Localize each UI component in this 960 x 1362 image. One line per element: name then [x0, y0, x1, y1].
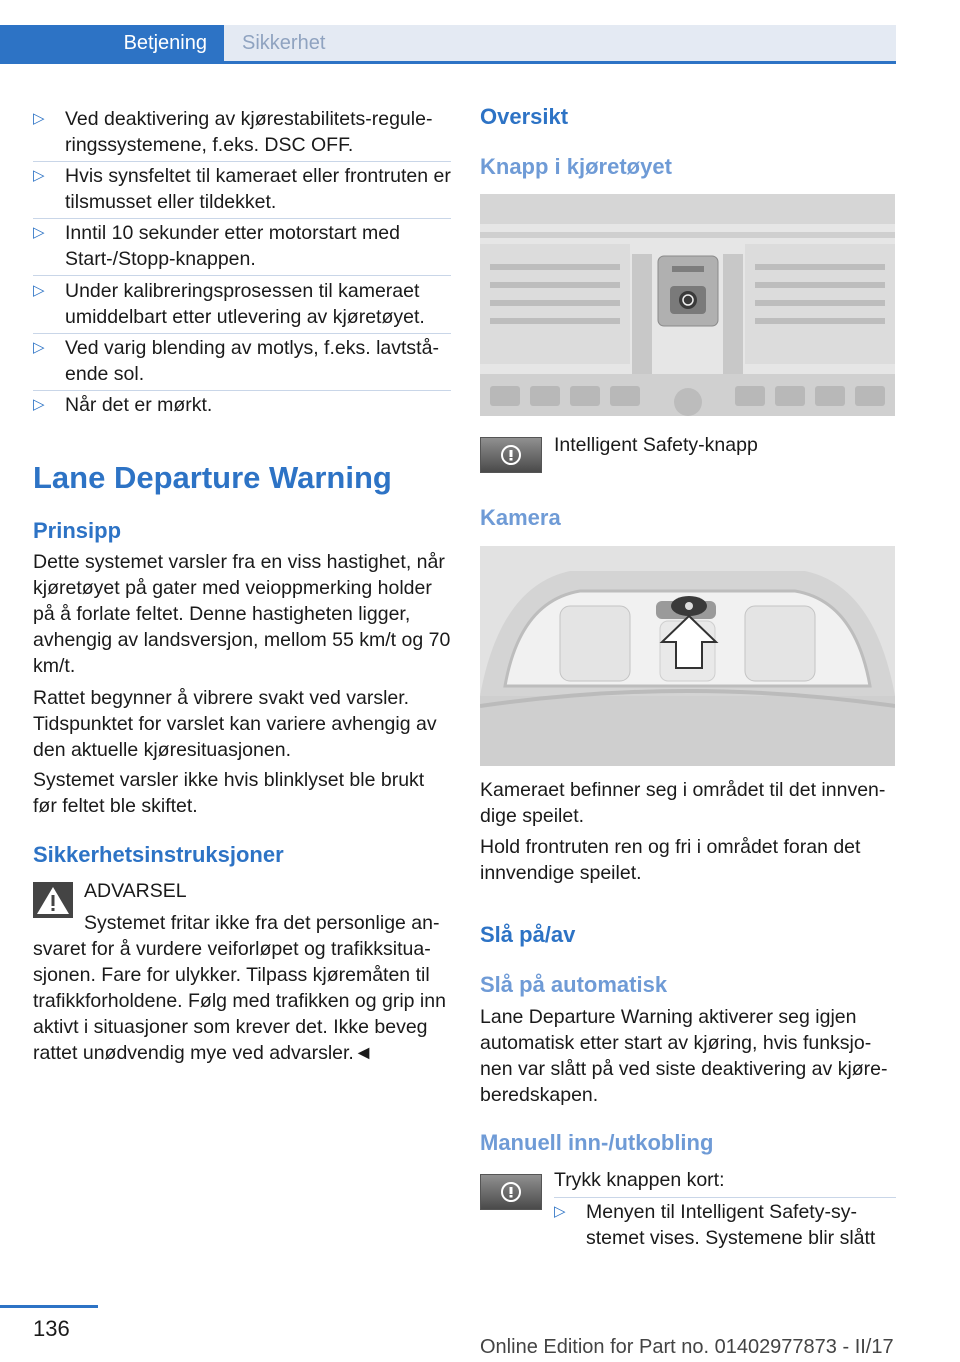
warning-text-first: Systemet fritar ikke fra det personlige an-: [84, 912, 440, 934]
page-number: 136: [33, 1316, 70, 1341]
list-item: ▷ Menyen til Intelligent Safety-systemet vises. Systemene blir slått: [554, 1201, 876, 1249]
manual-heading: Manuell inn-/utkobling: [480, 1130, 714, 1155]
footer-divider: [0, 1305, 98, 1308]
principle-paragraph-1: Dette systemet varsler fra en viss hastighet, når kjøretøyet på gater med veioppmerking holder på å forlate feltet. Denne hastigheten ligger, avhengig av landsversjon, mellom 55 km/t og 70 km/t.: [33, 551, 451, 677]
triangle-bullet-icon: ▷: [33, 339, 45, 356]
console-button-image: [480, 194, 895, 416]
triangle-bullet-icon: ▷: [33, 167, 45, 184]
triangle-bullet-icon: ▷: [554, 1203, 566, 1220]
camera-paragraph-2: Hold frontruten ren og fri i området foran det innvendige speilet.: [480, 836, 861, 884]
camera-location-image: [480, 546, 895, 766]
list-divider: [33, 218, 451, 219]
list-item: ▷ Inntil 10 sekunder etter motorstart med Start-/Stopp-knappen.: [33, 222, 400, 270]
warning-label: ADVARSEL: [84, 880, 187, 902]
safety-heading: Sikkerhetsinstruksjoner: [33, 842, 284, 867]
list-item: ▷ Under kalibreringsprosessen til kameraet umiddelbart etter utlevering av kjøretøyet.: [33, 280, 425, 328]
triangle-bullet-icon: ▷: [33, 224, 45, 241]
principle-paragraph-3: Systemet varsler ikke hvis blinklyset ble brukt før feltet ble skiftet.: [33, 769, 425, 817]
list-divider: [554, 1197, 896, 1198]
triangle-bullet-icon: ▷: [33, 396, 45, 413]
camera-heading: Kamera: [480, 505, 561, 530]
edition-text: Online Edition for Part no. 01402977873 - II/17: [480, 1336, 894, 1358]
intelligent-safety-button-icon: [480, 1174, 542, 1210]
list-divider: [33, 275, 451, 276]
list-divider: [33, 161, 451, 162]
warning-text: svaret for å vurdere veiforløpet og trafikksituasjonen. Fare for ulykker. Tilpass kjøremåten til trafikkforholdene. Følg med trafikken og grip inn aktivt i situasjoner som krever det. Ikke beveg rattet unødvendig mye ved advarsler.◄: [33, 938, 446, 1064]
list-item: ▷ Hvis synsfeltet til kameraet eller frontruten er tilsmusset eller tildekket.: [33, 165, 451, 213]
auto-heading: Slå på automatisk: [480, 972, 668, 997]
auto-paragraph: Lane Departure Warning aktiverer seg igjen automatisk etter start av kjøring, hvis funksjonen var slått på ved siste deaktivering av kjøreberedskapen.: [480, 1006, 888, 1106]
button-caption: Intelligent Safety-knapp: [554, 434, 758, 456]
list-item: ▷ Ved deaktivering av kjørestabilitets-reguleringssystemene, f.eks. DSC OFF.: [33, 108, 433, 156]
camera-paragraph-1: Kameraet befinner seg i området til det innvendige speilet.: [480, 779, 886, 827]
list-divider: [33, 333, 451, 334]
intelligent-safety-button-icon: [480, 437, 542, 473]
triangle-bullet-icon: ▷: [33, 110, 45, 127]
button-heading: Knapp i kjøretøyet: [480, 154, 672, 179]
list-item: ▷ Når det er mørkt.: [33, 394, 213, 416]
manual-press-text: Trykk knappen kort:: [554, 1169, 725, 1191]
onoff-heading: Slå på/av: [480, 922, 576, 947]
header-divider: [0, 61, 896, 64]
list-divider: [33, 390, 451, 391]
page-header: [0, 0, 896, 64]
section-title: Lane Departure Warning: [33, 460, 392, 495]
principle-heading: Prinsipp: [33, 518, 122, 543]
triangle-bullet-icon: ▷: [33, 282, 45, 299]
list-item: ▷ Ved varig blending av motlys, f.eks. lavtstående sol.: [33, 337, 439, 385]
tab-betjening[interactable]: Betjening: [0, 25, 224, 61]
tab-sikkerhet[interactable]: Sikkerhet: [224, 25, 896, 61]
principle-paragraph-2: Rattet begynner å vibrere svakt ved varsler. Tidspunktet for varslet kan variere avhengig av den aktuelle kjøresituasjonen.: [33, 687, 437, 761]
overview-heading: Oversikt: [480, 104, 569, 129]
warning-triangle-icon: [33, 882, 73, 918]
